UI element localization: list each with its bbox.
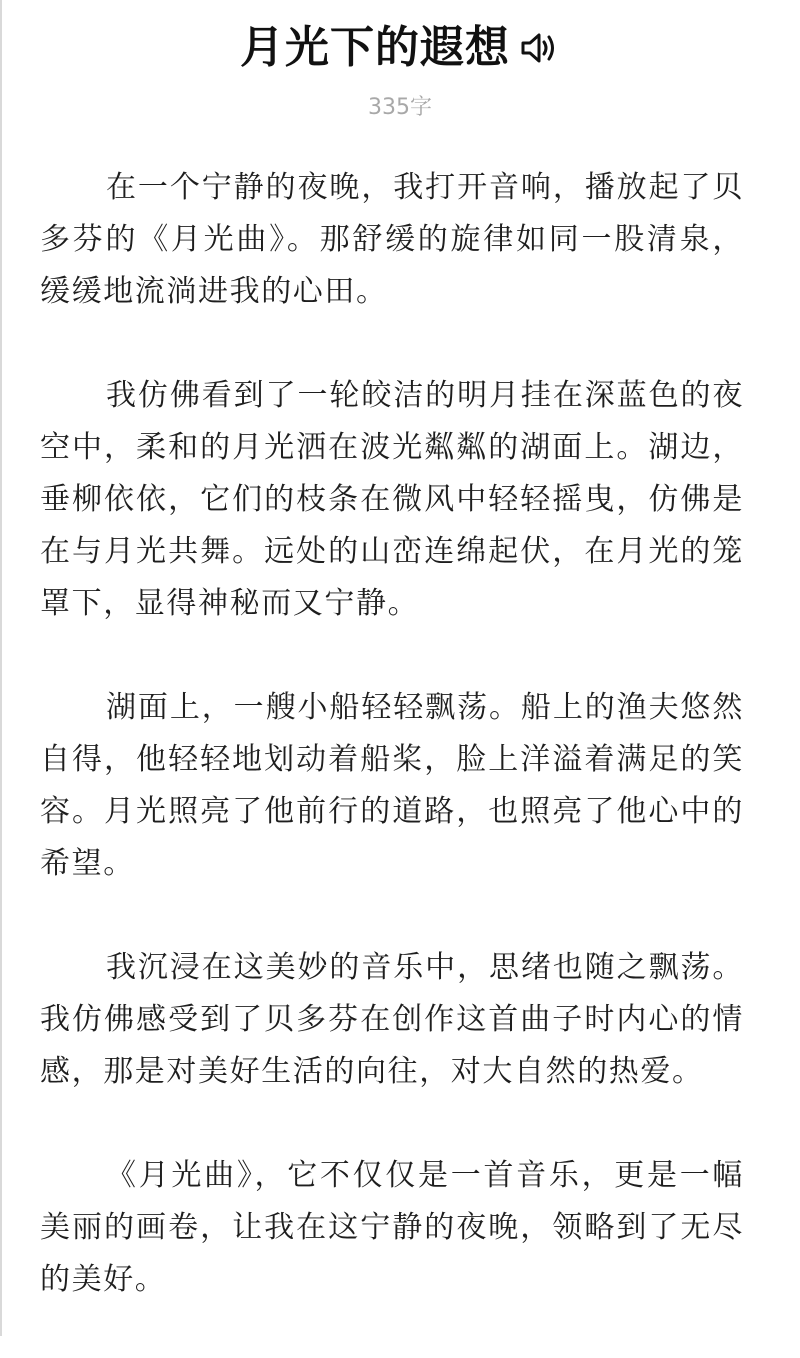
article-body — [40, 162, 744, 1358]
paragraph-5: 《月光曲》，它不仅仅是一首音乐，更是一幅美丽的画卷，让我在这宁静的夜晚，领略到了无尽的美好。 — [40, 1158, 744, 1297]
paragraph-2: 我仿佛看到了一轮皎洁的明月挂在深蓝色的夜空中，柔和的月光洒在波光粼粼的湖面上。湖边，垂柳依依，它们的枝条在微风中轻轻摇曳，仿佛是在与月光共舞。远处的山峦连绵起伏，在月光的笼罩下，显得神秘而又宁静。 — [40, 378, 744, 621]
left-edge-divider — [0, 0, 2, 1336]
paragraph-4: 我沉浸在这美妙的音乐中，思绪也随之飘荡。我仿佛感受到了贝多芬在创作这首曲子时内心的情感，那是对美好生活的向往，对大自然的热爱。 — [40, 950, 744, 1089]
paragraph-3: 湖面上，一艘小船轻轻飘荡。船上的渔夫悠然自得，他轻轻地划动着船桨，脸上洋溢着满足的笑容。月光照亮了他前行的道路，也照亮了他心中的希望。 — [40, 690, 744, 881]
speaker-volume-icon[interactable] — [520, 31, 560, 65]
title-row — [240, 18, 560, 78]
paragraph-1: 在一个宁静的夜晚，我打开音响，播放起了贝多芬的《月光曲》。那舒缓的旋律如同一股清泉，缓缓地流淌进我的心田。 — [40, 170, 744, 309]
article-header — [0, 18, 800, 78]
word-count: 335字 — [368, 95, 432, 120]
article-title: 月光下的遐想 — [240, 22, 510, 73]
